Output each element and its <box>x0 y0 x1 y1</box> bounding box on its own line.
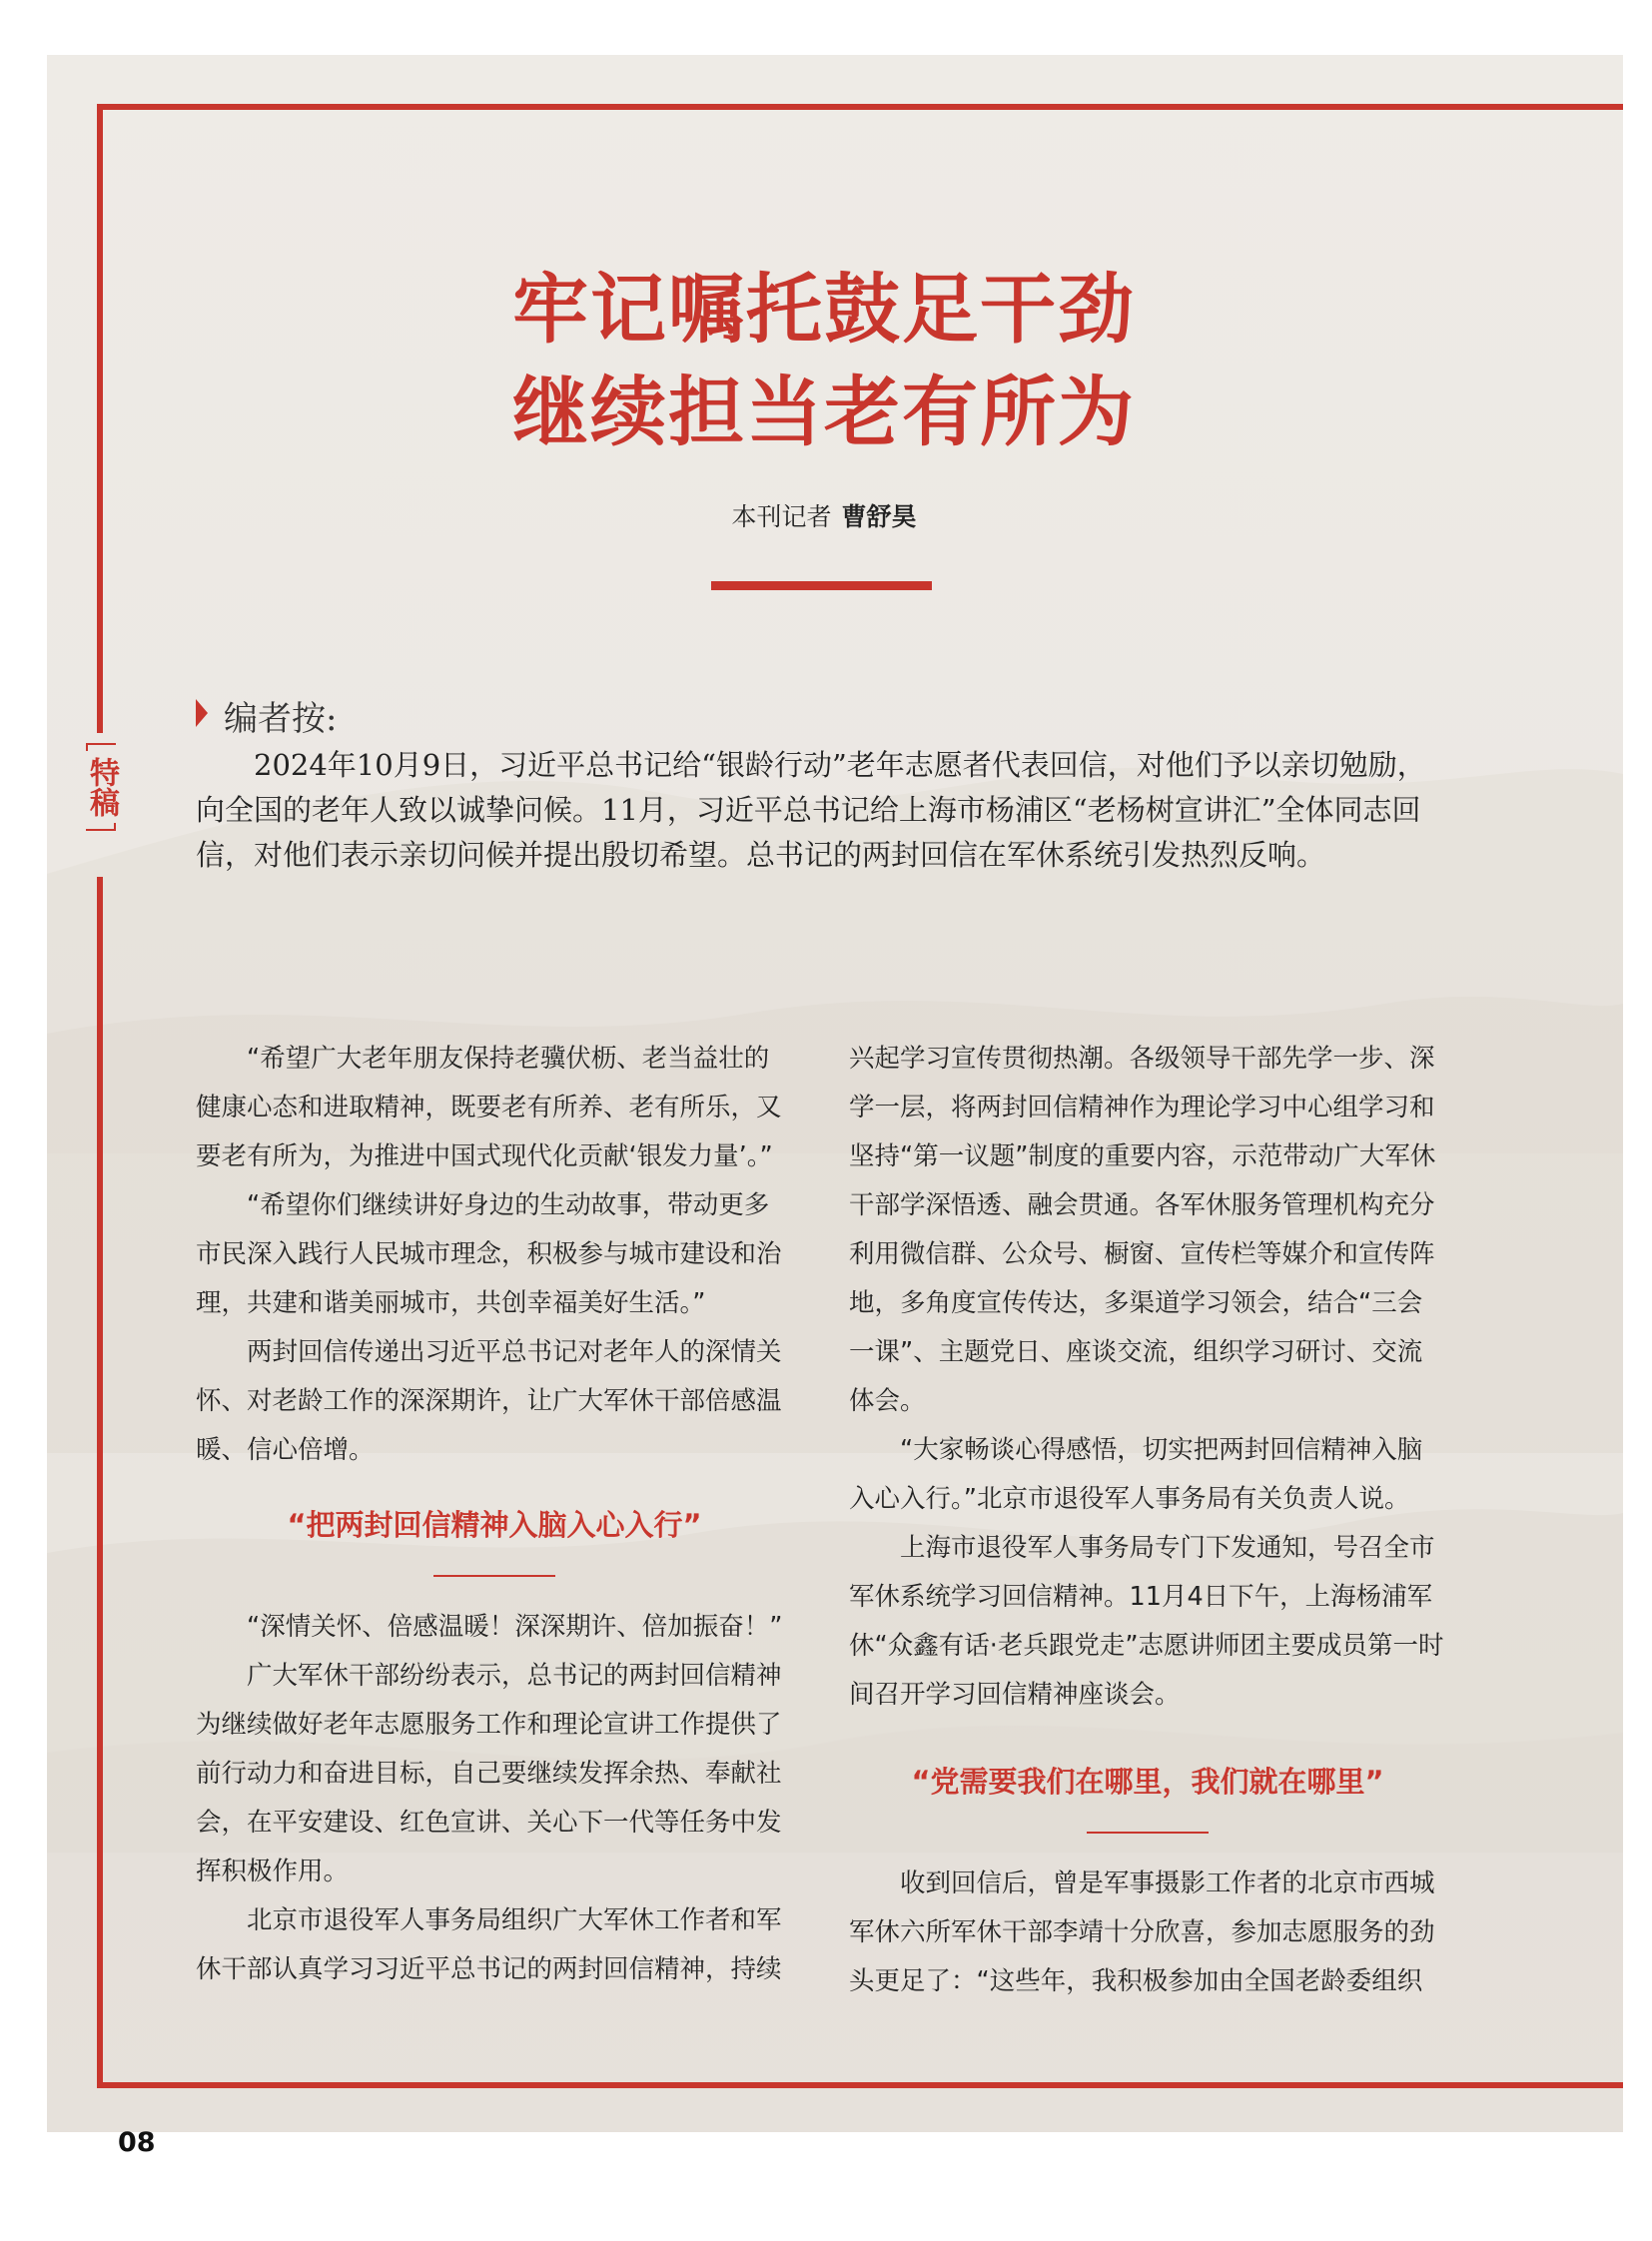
frame-left-line-upper <box>97 104 103 733</box>
paragraph: “希望广大老年朋友保持老骥伏枥、老当益壮的健康心态和进取精神，既要老有所养、老有所乐，又要老有所为，为推进中国式现代化贡献‘银发力量’。” <box>196 1044 782 1171</box>
title-line-2: 继续担当老有所为 <box>512 368 1136 456</box>
paragraph: 上海市退役军人事务局专门下发通知，号召全市军休系统学习回信精神。11月4日下午，上海杨浦军休“众鑫有话·老兵跟党走”志愿讲师团主要成员第一时间召开学习回信精神座谈会。 <box>849 1533 1444 1710</box>
left-column <box>196 1035 793 1994</box>
paragraph: 收到回信后，曾是军事摄影工作者的北京市西城军休六所军休干部李靖十分欣喜，参加志愿服务的劲头更足了：“这些年，我积极参加由全国老龄委组织 <box>849 1868 1435 1996</box>
frame-left-line-lower <box>97 877 103 2087</box>
paragraph: 广大军休干部纷纷表示，总书记的两封回信精神为继续做好老年志愿服务工作和理论宣讲工作提供了前行动力和奋进目标，自己要继续发挥余热、奉献社会，在平安建设、红色宣讲、关心下一代等任务中发挥积极作用。 <box>196 1661 782 1886</box>
right-column <box>849 1035 1446 2006</box>
section-label-bracket-bottom <box>76 823 126 837</box>
paragraph: “希望你们继续讲好身边的生动故事，带动更多市民深入践行人民城市理念，积极参与城市建设和治理，共建和谐美丽城市，共创幸福美好生活。” <box>196 1190 782 1318</box>
page-number: 08 <box>118 2127 156 2158</box>
byline <box>499 497 1149 533</box>
section-label <box>76 737 126 837</box>
paragraph: 北京市退役军人事务局组织广大军休工作者和军休干部认真学习习近平总书记的两封回信精神，持续 <box>196 1905 782 1984</box>
subheading: “把两封回信精神入脑入心入行” <box>287 1508 702 1542</box>
article-title <box>250 258 1398 463</box>
editor-note-heading-text: 编者按: <box>224 699 338 739</box>
section-label-bracket-top <box>76 737 126 751</box>
paragraph: 兴起学习宣传贯彻热潮。各级领导干部先学一步、深学一层，将两封回信精神作为理论学习中心组学习和坚持“第一议题”制度的重要内容，示范带动广大军休干部学深悟透、融会贯通。各军休服务管理机构充分利用微信群、公众号、橱窗、宣传栏等媒介和宣传阵地，多角度宣传传达，多渠道学习领会，结合“三会一课”、主题党日、座谈交流，组织学习研讨、交流体会。 <box>849 1044 1436 1416</box>
subheading-divider <box>433 1575 555 1577</box>
title-line-1: 牢记嘱托鼓足干劲 <box>512 265 1136 354</box>
paragraph: 两封回信传递出习近平总书记对老年人的深情关怀、对老龄工作的深深期许，让广大军休干部倍感温暖、信心倍增。 <box>196 1337 782 1465</box>
byline-author: 曹舒昊 <box>841 502 917 531</box>
paragraph: “大家畅谈心得感悟，切实把两封回信精神入脑入心入行。”北京市退役军人事务局有关负责人说。 <box>849 1435 1423 1514</box>
paragraph: “深情关怀、倍感温暖！深深期许、倍加振奋！” <box>247 1612 783 1642</box>
frame-bottom-line <box>97 2082 1623 2088</box>
frame-top-line <box>97 104 1623 110</box>
title-divider <box>711 581 932 590</box>
subheading-divider <box>1087 1832 1209 1834</box>
section-label-text: 特稿 <box>84 757 119 817</box>
editor-note-body: 2024年10月9日，习近平总书记给“银龄行动”老年志愿者代表回信，对他们予以亲切勉励，向全国的老年人致以诚挚问候。11月，习近平总书记给上海市杨浦区“老杨树宣讲汇”全体同志回信，对他们表示亲切问候并提出殷切希望。总书记的两封回信在军休系统引发热烈反响。 <box>196 748 1426 872</box>
editor-note-heading <box>224 691 337 740</box>
subheading: “党需要我们在哪里，我们就在哪里” <box>911 1765 1384 1799</box>
byline-role: 本刊记者 <box>731 502 832 531</box>
